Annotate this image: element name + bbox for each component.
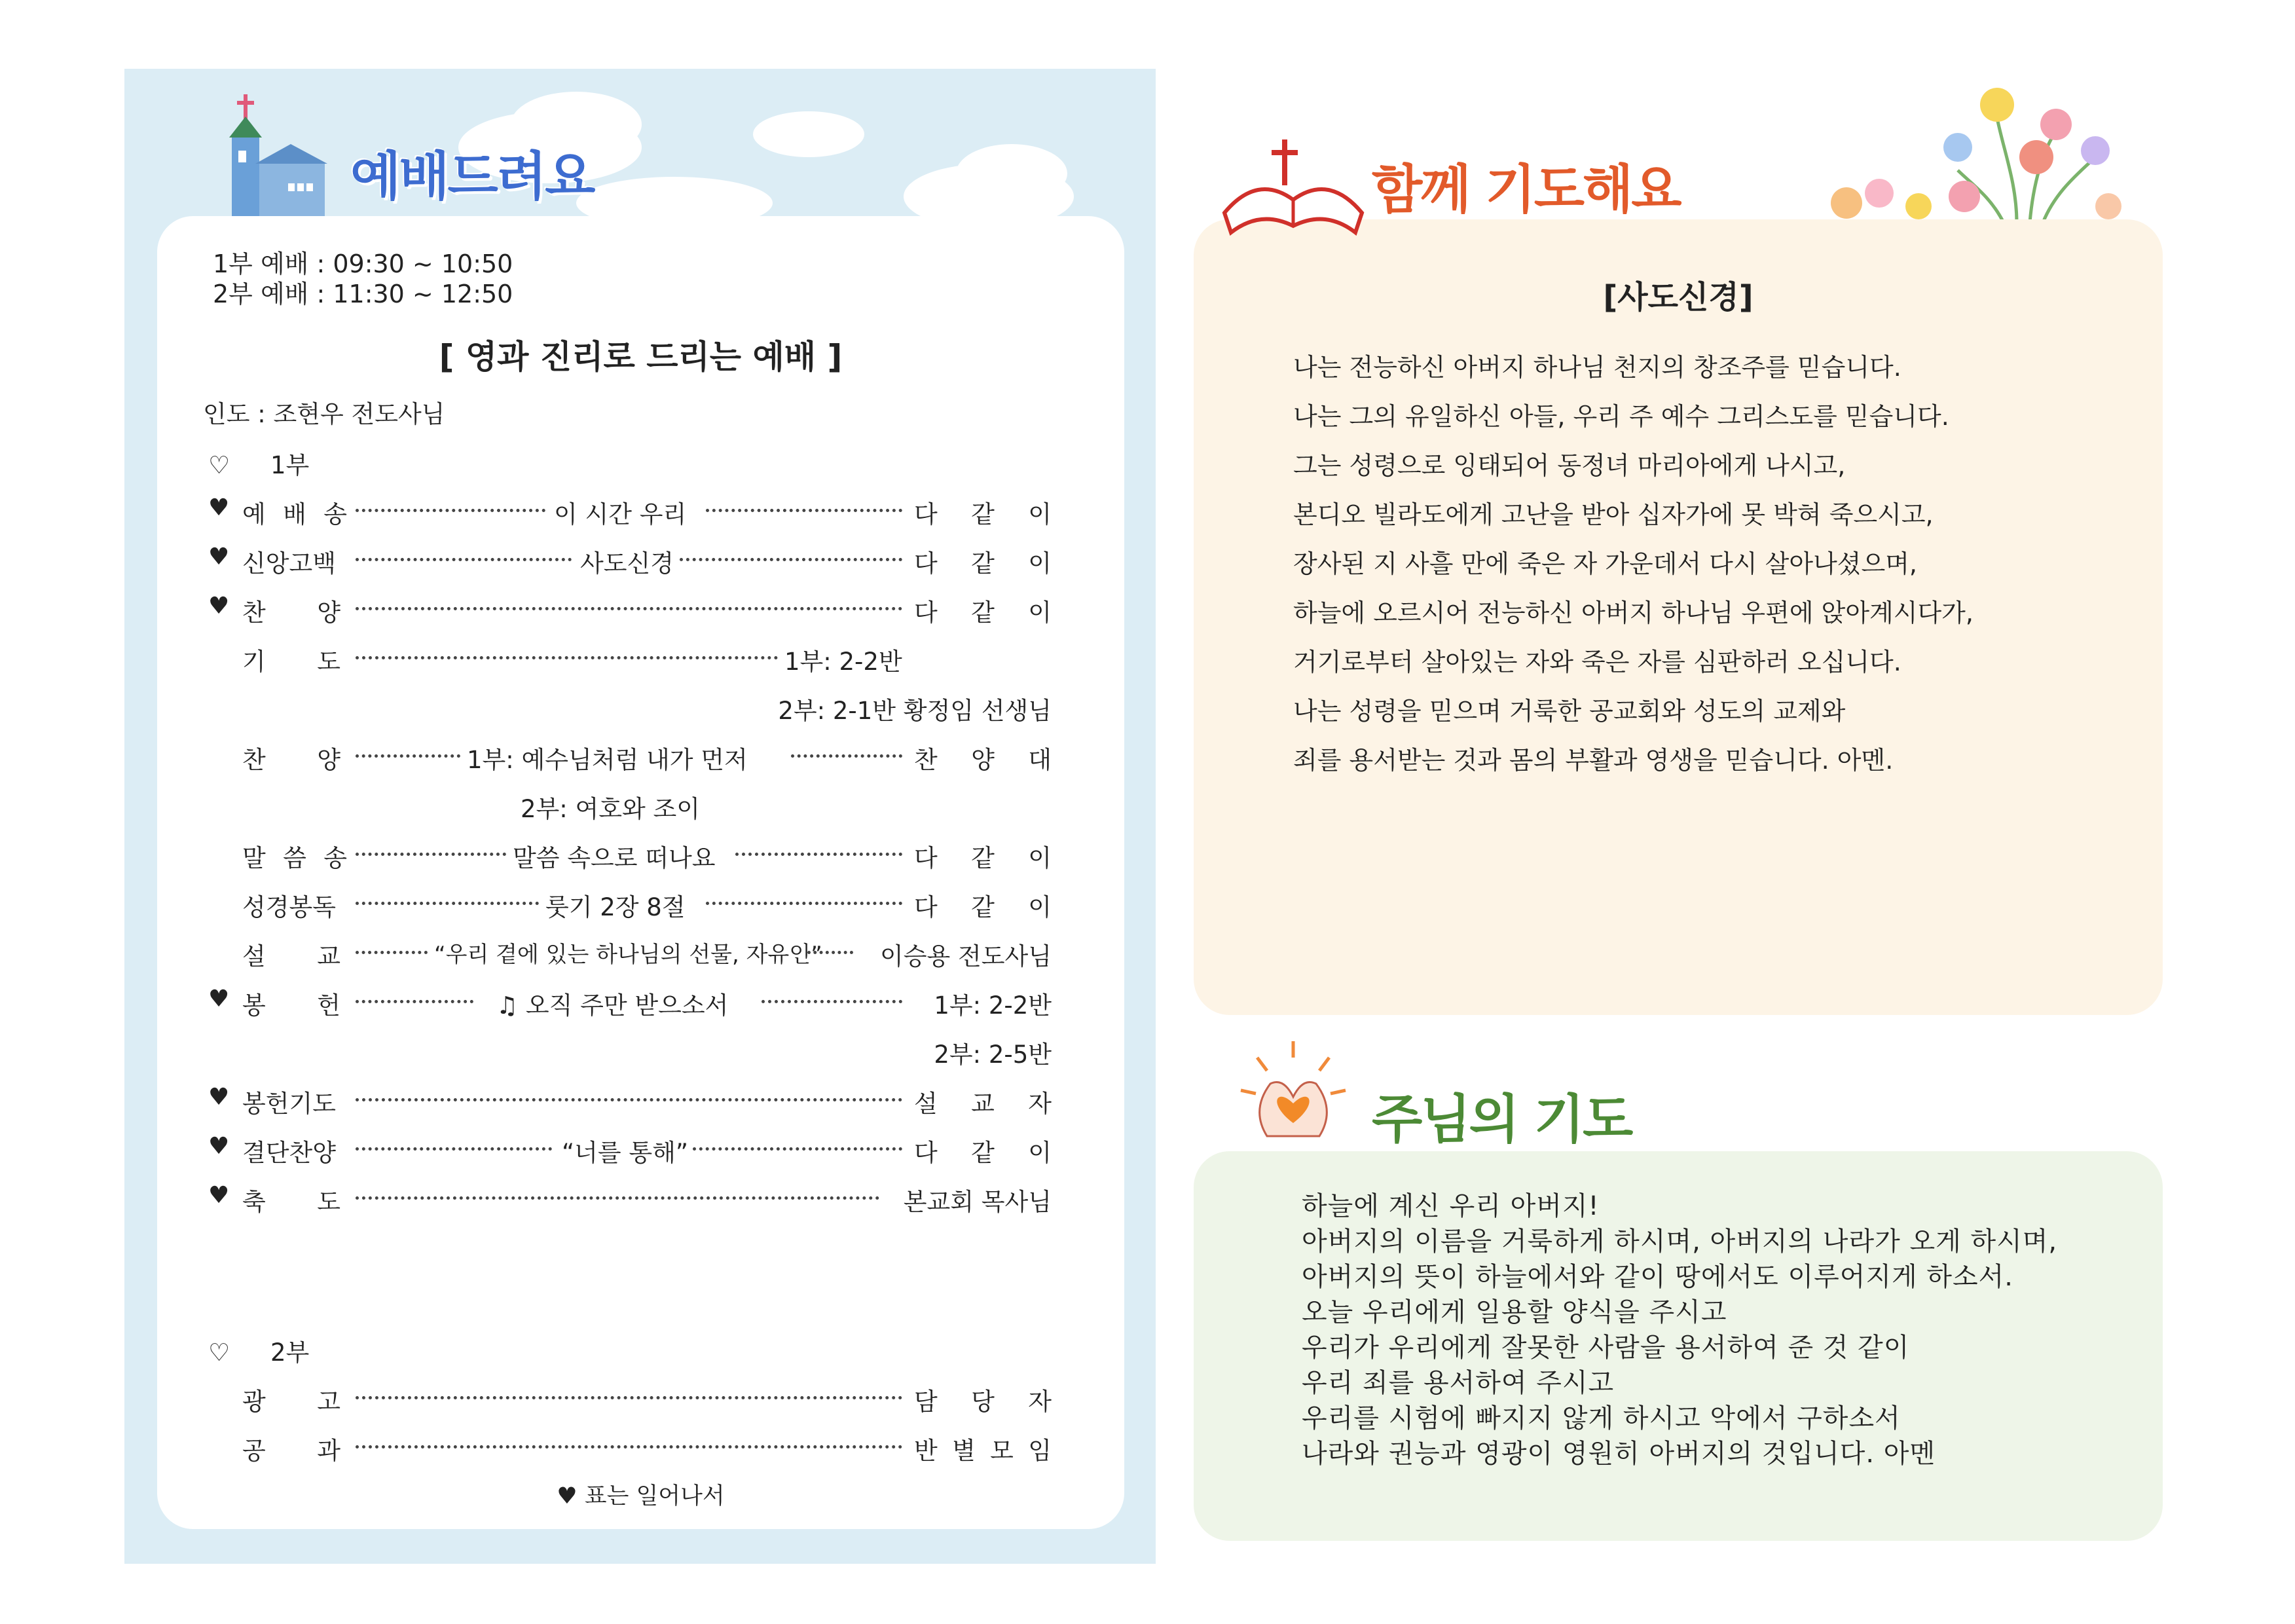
stand-marker: ♥	[208, 1084, 230, 1111]
cloud-icon	[753, 111, 864, 157]
order-row	[208, 544, 1052, 583]
creed-line: 죄를 용서받는 것과 몸의 부활과 영생을 믿습니다. 아멘.	[1293, 746, 1894, 775]
part1-label: 1부	[270, 451, 310, 479]
leader-dots	[706, 509, 902, 512]
stand-marker: ♥	[208, 544, 230, 570]
order-row	[208, 642, 1052, 681]
lords-prayer-line: 나라와 권능과 영광이 영원히 아버지의 것입니다. 아멘	[1302, 1439, 1936, 1469]
leader-dots	[356, 1196, 879, 1200]
leader-dots	[693, 1147, 902, 1151]
order-row	[208, 986, 1052, 1025]
stand-marker: ♥	[208, 593, 230, 619]
order-item-leader: 담 당 자	[914, 1388, 1052, 1416]
order-item-content: 사도신경	[580, 549, 674, 578]
order-item-content: 1부: 예수님처럼 내가 먼저	[467, 746, 748, 774]
order-item-name: 찬 양	[242, 599, 340, 627]
stand-note: ♥ 표는 일어나서	[557, 1483, 725, 1509]
leader-dots	[356, 509, 545, 512]
order-row	[208, 494, 1052, 534]
stand-marker: ♥	[208, 1133, 230, 1160]
lords-prayer-line: 아버지의 이름을 거룩하게 하시며, 아버지의 나라가 오게 하시며,	[1302, 1227, 2058, 1257]
leader-dots	[356, 853, 506, 856]
leader-dots	[356, 656, 778, 659]
stand-marker: ♥	[208, 494, 230, 521]
part1-marker: ♡	[208, 451, 230, 479]
order-item-content: “우리 곁에 있는 하나님의 선물, 자유인”	[434, 942, 822, 968]
leader-dots	[791, 754, 902, 758]
order-item-name: 공 과	[242, 1437, 340, 1465]
leader-dots	[807, 951, 853, 954]
order-item-leader: 찬 양 대	[914, 746, 1052, 774]
leader-dots	[356, 558, 572, 561]
order-row	[208, 740, 1052, 779]
order-row	[208, 887, 1052, 927]
order-item-leader: 이승용 전도사님	[880, 942, 1052, 970]
leader-dots	[356, 951, 428, 954]
lords-prayer-title: 주님의 기도	[1372, 1089, 1632, 1150]
leader-dots	[356, 1147, 552, 1151]
order-row	[208, 691, 1052, 730]
lords-prayer-line: 우리 죄를 용서하여 주시고	[1302, 1368, 1615, 1398]
order-item-leader: 다 같 이	[914, 844, 1052, 872]
creed-line: 나는 성령을 믿으며 거룩한 공교회와 성도의 교제와	[1293, 697, 1846, 726]
order-row	[208, 1133, 1052, 1172]
leader-dots	[356, 607, 902, 610]
order-row	[208, 593, 1052, 632]
creed-line: 그는 성령으로 잉태되어 동정녀 마리아에게 나시고,	[1293, 451, 1846, 480]
service-time-2: 2부 예배 : 11:30 ~ 12:50	[213, 280, 513, 308]
order-item-leader: 2부: 2-5반	[934, 1041, 1052, 1069]
order-item-leader: 다 같 이	[914, 500, 1052, 528]
order-item-content: 2부: 여호와 조이	[521, 795, 700, 823]
order-item-name: 광 고	[242, 1388, 340, 1416]
cloud-icon	[956, 144, 1067, 203]
order-item-name: 예 배 송	[242, 500, 347, 528]
creed-line: 나는 그의 유일하신 아들, 우리 주 예수 그리스도를 믿습니다.	[1293, 402, 1949, 431]
order-row	[208, 1382, 1052, 1421]
leader-dots	[735, 853, 902, 856]
order-item-leader: 1부: 2-2반	[784, 648, 902, 676]
order-item-leader: 다 같 이	[914, 549, 1052, 578]
order-item-name: 말 씀 송	[242, 844, 347, 872]
service-title: [ 영과 진리로 드리는 예배 ]	[439, 338, 843, 376]
order-item-leader: 설 교 자	[914, 1090, 1052, 1118]
lords-prayer-line: 우리를 시험에 빠지지 않게 하시고 악에서 구하소서	[1302, 1403, 1901, 1433]
lords-prayer-line: 오늘 우리에게 일용할 양식을 주시고	[1302, 1297, 1727, 1327]
order-item-leader: 2부: 2-1반 황정임 선생님	[778, 697, 1052, 725]
order-item-leader: 다 같 이	[914, 1139, 1052, 1167]
leader-dots	[356, 902, 539, 905]
order-item-name: 봉 헌	[242, 991, 340, 1020]
flowers-icon	[1807, 79, 2148, 223]
part2-label: 2부	[270, 1338, 310, 1367]
church-icon	[229, 92, 334, 223]
praying-hands-icon	[1231, 1038, 1355, 1149]
part1-heading	[208, 445, 309, 481]
prayer-title: 함께 기도해요	[1372, 159, 1680, 220]
leader-dots	[356, 1000, 473, 1003]
order-row	[208, 1035, 1052, 1074]
order-item-leader: 다 같 이	[914, 893, 1052, 921]
worship-title: 예배드려요	[350, 146, 594, 207]
leader-dots	[356, 1098, 902, 1101]
stand-marker: ♥	[208, 1182, 230, 1209]
order-item-name: 봉헌기도	[242, 1090, 336, 1118]
order-item-content: “너를 통해”	[562, 1139, 689, 1167]
order-item-leader: 다 같 이	[914, 599, 1052, 627]
order-item-name: 축 도	[242, 1188, 340, 1216]
creed-line: 본디오 빌라도에게 고난을 받아 십자가에 못 박혀 죽으시고,	[1293, 500, 1934, 529]
order-item-name: 찬 양	[242, 746, 340, 774]
lords-prayer-line: 하늘에 계신 우리 아버지!	[1302, 1191, 1600, 1221]
order-item-leader: 1부: 2-2반	[934, 991, 1052, 1020]
creed-line: 거기로부터 살아있는 자와 죽은 자를 심판하러 오십니다.	[1293, 648, 1901, 676]
order-row	[208, 1182, 1052, 1221]
leader: 인도 : 조현우 전도사님	[203, 400, 445, 428]
order-row	[208, 1084, 1052, 1123]
lords-prayer-line: 우리가 우리에게 잘못한 사람을 용서하여 준 것 같이	[1302, 1333, 1910, 1363]
leader-dots	[706, 902, 902, 905]
creed-line: 나는 전능하신 아버지 하나님 천지의 창조주를 믿습니다.	[1293, 353, 1901, 382]
order-item-content: ♫ 오직 주만 받으소서	[496, 991, 729, 1020]
creed-line: 하늘에 오르시어 전능하신 아버지 하나님 우편에 앉아계시다가,	[1293, 599, 1974, 627]
order-item-leader: 본교회 목사님	[903, 1188, 1052, 1216]
leader-dots	[762, 1000, 902, 1003]
order-item-name: 성경봉독	[242, 893, 336, 921]
order-row	[208, 1431, 1052, 1470]
leader-dots	[356, 1396, 902, 1399]
lords-prayer-line: 아버지의 뜻이 하늘에서와 같이 땅에서도 이루어지게 하소서.	[1302, 1262, 2014, 1292]
leader-dots	[356, 754, 460, 758]
order-row	[208, 936, 1052, 976]
part2-heading	[208, 1333, 309, 1368]
order-row	[208, 838, 1052, 877]
bible-icon	[1218, 134, 1368, 246]
service-time-1: 1부 예배 : 09:30 ~ 10:50	[213, 249, 513, 278]
order-item-leader: 반 별 모 임	[914, 1437, 1052, 1465]
leader-dots	[356, 1445, 902, 1449]
order-item-content: 말씀 속으로 떠나요	[513, 844, 716, 872]
order-item-name: 신앙고백	[242, 549, 336, 578]
creed-line: 장사된 지 사흘 만에 죽은 자 가운데서 다시 살아나셨으며,	[1293, 549, 1917, 578]
order-item-name: 기 도	[242, 648, 340, 676]
order-row	[208, 789, 1052, 828]
leader-dots	[680, 558, 902, 561]
order-item-content: 이 시간 우리	[554, 500, 687, 528]
order-item-content: 룻기 2장 8절	[545, 893, 686, 921]
order-item-name: 결단찬양	[242, 1139, 336, 1167]
part2-marker: ♡	[208, 1338, 230, 1367]
order-item-name: 설 교	[242, 942, 340, 970]
stand-marker: ♥	[208, 986, 230, 1012]
creed-title: [사도신경]	[1603, 279, 1753, 316]
